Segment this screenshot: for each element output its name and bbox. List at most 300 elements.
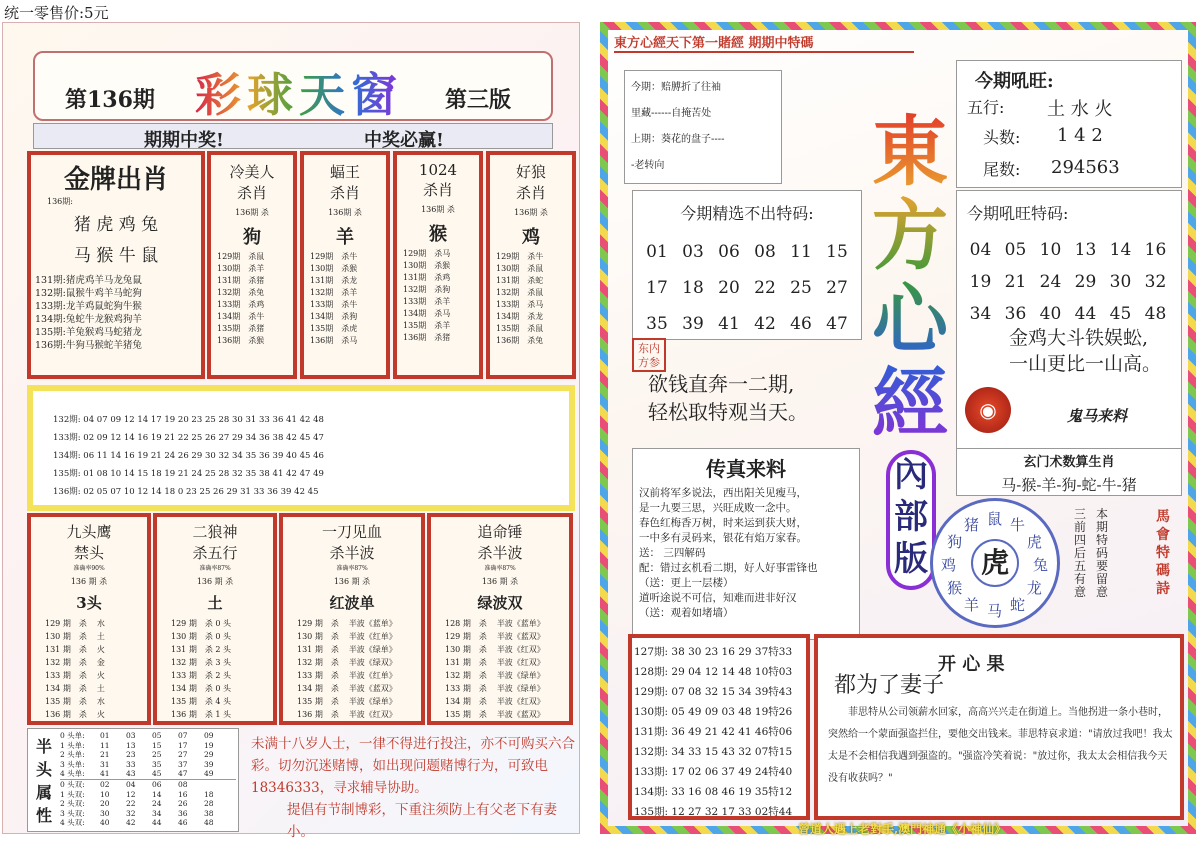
- kill-row-value: 杀猪: [434, 333, 451, 342]
- bottom-row-cell: 132 期: [445, 671, 471, 680]
- inner-edition: 內部版: [886, 450, 936, 590]
- issue-number: 第136期: [65, 87, 155, 113]
- history-row: 133期: 17 02 06 37 49 24特40: [634, 766, 793, 778]
- half-head-cell: 28: [204, 799, 214, 809]
- bottom-row-cell: 杀: [330, 632, 339, 641]
- bottom-box-row: [45, 617, 147, 630]
- bottom-row-cell: 136 期: [171, 710, 197, 719]
- kill-row-issue: 131期: [310, 276, 334, 285]
- half-head-row: [60, 741, 236, 751]
- kill-row-issue: 131期: [217, 276, 241, 285]
- half-head-cell: 47: [178, 769, 188, 779]
- bottom-box-row: [45, 630, 147, 643]
- number-cell: 18: [682, 278, 704, 298]
- kill-row-value: 杀鼠: [248, 252, 265, 261]
- side-text: [1068, 508, 1138, 608]
- bottom-row-cell: 杀: [330, 619, 339, 628]
- kill-row-issue: 136期: [403, 333, 427, 342]
- bottom-row-cell: 135 期: [297, 697, 323, 706]
- number-cell: 17: [646, 278, 668, 298]
- kill-box-row: [403, 320, 479, 332]
- riddle-row: 里藏------自掩苦处: [631, 108, 712, 119]
- half-head-cell: 4 头双:: [60, 818, 85, 828]
- number-cell: 27: [826, 278, 848, 298]
- number-cell: 19: [969, 272, 992, 292]
- kill-box-row: [310, 335, 386, 347]
- kill-box-value: 猴: [429, 224, 447, 245]
- kill-row-value: 杀马: [527, 300, 544, 309]
- poem-line-1: 金鸡大斗铁娱蚣,: [1009, 327, 1149, 349]
- kill-row-value: 杀羊: [341, 288, 358, 297]
- kill-row-value: 杀龙: [527, 312, 544, 321]
- half-head-cell: 0 头双:: [60, 779, 85, 789]
- zodiac-wheel: [930, 498, 1060, 628]
- header-box: [33, 51, 553, 121]
- guima-label: 鬼马来料: [1067, 407, 1128, 425]
- fax-row: （送：观着如堵墙）: [639, 607, 734, 619]
- fax-row: 汉前将军多说法，西出阳关见瘦马，: [639, 487, 807, 499]
- bottom-box-row: [297, 656, 421, 669]
- accuracy-label: 准确率87%: [336, 565, 368, 572]
- bottom-row-cell: 杀: [478, 658, 487, 667]
- bottom-row-cell: 杀: [478, 619, 487, 628]
- zodiac-ring-char: 羊: [964, 595, 980, 614]
- gold-history-row: 134期:兔蛇牛龙猴鸡狗羊: [35, 314, 142, 325]
- bottom-row-cell: 134 期: [45, 684, 71, 693]
- kill-row-issue: 129期: [496, 252, 520, 261]
- zodiac-ring-char: 鸡: [941, 556, 957, 574]
- number-cell: 14: [1109, 240, 1132, 260]
- kill-row-issue: 136期: [217, 336, 241, 345]
- half-head-cell: 05: [152, 731, 162, 740]
- riddle-row: 上期：葵花的盘子----: [631, 134, 725, 145]
- bottom-box-title: 二狼神: [192, 523, 238, 541]
- history-row: 132期: 34 33 15 43 32 07特15: [634, 746, 793, 758]
- price-label: 统一零售价:5元: [4, 4, 109, 22]
- kill-box-row: [217, 263, 293, 275]
- joke-art: 都为了妻子: [834, 673, 945, 698]
- numbers-row: 136期: 02 05 07 10 12 14 18 0 23 25 26 29 31 33 36 39 42 45: [53, 487, 319, 497]
- number-cell: 44: [1074, 304, 1097, 324]
- kill-row-issue: 133期: [217, 300, 241, 309]
- history-box: [628, 634, 810, 820]
- half-head-cell: 42: [126, 818, 136, 828]
- kill-box-row: [217, 275, 293, 287]
- kill-box-row: [403, 284, 479, 296]
- bottom-row-cell: 杀 1 头: [204, 710, 231, 719]
- kill-row-value: 杀马: [341, 336, 358, 345]
- half-head-row: [60, 799, 236, 809]
- left-page: [2, 22, 580, 840]
- bottom-row-cell: 金: [96, 658, 105, 667]
- hot-numbers: [957, 224, 1181, 340]
- half-head-cell: 07: [178, 731, 188, 740]
- bottom-box-issue: 136 期 杀: [196, 577, 234, 586]
- bottom-row-cell: 133 期: [171, 671, 197, 680]
- bottom-row-cell: 130 期: [171, 632, 197, 641]
- kill-row-value: 杀鸡: [248, 300, 265, 309]
- half-head-cell: 16: [178, 789, 188, 799]
- bottom-box-subtitle: 杀半波: [477, 544, 523, 562]
- half-head-cell: 44: [152, 818, 162, 828]
- kill-box-row: [403, 308, 479, 320]
- kill-box: [393, 151, 483, 379]
- kill-row-value: 杀猴: [248, 336, 265, 345]
- half-head-cell: 03: [126, 731, 136, 740]
- bottom-row-cell: 半波《绿双》: [348, 658, 397, 667]
- zodiac-ring-char: 龙: [1026, 579, 1042, 597]
- kill-box-subtitle: 杀肖: [422, 181, 453, 199]
- bottom-row-cell: 半波《红双》: [348, 710, 397, 719]
- accuracy-label: 准确率87%: [199, 565, 231, 572]
- wuxing-value: 土 水 火: [1047, 99, 1113, 120]
- zodiac-ring-char: 鼠: [987, 510, 1003, 528]
- kill-row-issue: 132期: [403, 285, 427, 294]
- kill-row-value: 杀猴: [341, 264, 358, 273]
- kill-row-value: 杀牛: [248, 312, 265, 321]
- gold-history-row: 131期:猪虎鸡羊马龙兔鼠: [35, 275, 142, 286]
- kill-box-row: [217, 299, 293, 311]
- bottom-row-cell: 134 期: [445, 697, 471, 706]
- bottom-box-row: [45, 656, 147, 669]
- history-row: 134期: 33 16 08 46 19 35特12: [634, 786, 793, 798]
- kill-row-value: 杀龙: [341, 276, 358, 285]
- bottom-row-cell: 136 期: [297, 710, 323, 719]
- bottom-box-issue: 136 期 杀: [70, 577, 108, 586]
- kill-row-value: 杀鸡: [434, 273, 451, 282]
- half-head-cell: 26: [178, 799, 188, 809]
- bottom-row-cell: 杀: [478, 671, 487, 680]
- half-head-cell: 39: [204, 759, 214, 769]
- half-head-title: [32, 735, 56, 827]
- kill-row-issue: 135期: [496, 324, 520, 333]
- half-head-cell: 18: [204, 789, 214, 799]
- fax-box: [632, 448, 860, 640]
- half-head-cell: 45: [152, 769, 162, 779]
- bottom-box-row: [171, 656, 273, 669]
- bottom-row-cell: 半波《绿单》: [348, 645, 397, 654]
- kill-row-issue: 134期: [496, 312, 520, 321]
- history-row: 127期: 38 30 23 16 29 37特33: [634, 646, 793, 658]
- riddle-box: [624, 70, 782, 184]
- bottom-box-value: 绿波双: [477, 594, 523, 612]
- half-head-cell: 36: [178, 808, 188, 818]
- bottom-box-list: [157, 617, 273, 721]
- poem: [1009, 325, 1161, 377]
- bottom-row-cell: 半波《红双》: [496, 697, 545, 706]
- zodiac-center: 虎: [971, 539, 1019, 587]
- tou-value: 1 4 2: [1057, 125, 1103, 146]
- zodiac-ring-char: 马: [987, 602, 1003, 620]
- bottom-row-cell: 135 期: [445, 710, 471, 719]
- stamp-icon: 东内方参: [632, 338, 666, 372]
- bottom-row-cell: 火: [96, 671, 105, 680]
- logo-title: 彩球天窗: [195, 59, 403, 125]
- bottom-row-cell: 131 期: [445, 658, 471, 667]
- gold-line-1: 猪 虎 鸡 兔: [73, 215, 159, 235]
- half-head-cell: 14: [152, 789, 162, 799]
- bottom-row-cell: 杀: [78, 710, 87, 719]
- number-cell: 29: [1074, 272, 1097, 292]
- number-cell: 25: [790, 278, 812, 298]
- gold-history-row: 136期:牛狗马猴蛇羊猪兔: [35, 340, 142, 351]
- xuanmen-box: [956, 448, 1182, 496]
- kill-box-subtitle: 杀肖: [236, 184, 267, 202]
- bottom-box: [153, 513, 277, 725]
- accuracy-label: 准确率90%: [73, 565, 105, 572]
- kill-box-subtitle: 杀肖: [329, 184, 360, 202]
- kill-box-issue: 136期 杀: [421, 205, 455, 214]
- kill-box-row: [496, 263, 572, 275]
- qian-line-2: 轻松取特观当天。: [648, 400, 808, 424]
- bottom-box-row: [297, 695, 421, 708]
- bottom-box-title: 追命锤: [477, 523, 523, 541]
- notice-para-2: 提倡有节制博彩，下重注须防上有父老下有妻小。: [287, 802, 557, 840]
- bottom-row-cell: 杀: [78, 697, 87, 706]
- bottom-box-row: [171, 643, 273, 656]
- xuanmen-title: 玄门术数算生肖: [1023, 455, 1115, 470]
- bottom-box-row: [171, 630, 273, 643]
- kill-row-issue: 134期: [403, 309, 427, 318]
- kill-box: [207, 151, 297, 379]
- half-head-cell: 48: [204, 818, 214, 828]
- half-head-title-char: 半: [35, 737, 52, 756]
- kill-box-row: [310, 251, 386, 263]
- kill-box-title: 好狼: [515, 163, 546, 181]
- number-cell: 30: [1109, 272, 1132, 292]
- kill-box-row: [403, 332, 479, 344]
- half-head-cell: 41: [100, 769, 110, 779]
- half-head-cell: 1 头双:: [60, 789, 85, 799]
- number-cell: 48: [1144, 304, 1167, 324]
- bottom-row-cell: 杀: [330, 645, 339, 654]
- bottom-box-row: [171, 669, 273, 682]
- bottom-row-cell: 半波《红单》: [348, 632, 397, 641]
- exclude-numbers: [633, 224, 861, 352]
- fax-row: 道听途说不可信，知难而进非好汉: [639, 592, 797, 604]
- bottom-row-cell: 半波《绿单》: [496, 684, 545, 693]
- bottom-row-cell: 129 期: [45, 619, 71, 628]
- bottom-box-row: [45, 682, 147, 695]
- gold-issue: 136期:: [47, 197, 73, 206]
- bottom-box-row: [297, 643, 421, 656]
- kill-box: [486, 151, 576, 379]
- bottom-box-row: [171, 682, 273, 695]
- kill-row-value: 杀鼠: [527, 288, 544, 297]
- kill-row-issue: 135期: [310, 324, 334, 333]
- dongfang-title: 東方心經: [872, 107, 948, 448]
- kill-row-value: 杀牛: [341, 252, 358, 261]
- kill-box-issue: 136期 杀: [235, 208, 269, 217]
- hot-box: [956, 190, 1182, 460]
- kill-row-value: 杀羊: [434, 321, 451, 330]
- bottom-row-cell: 半波《红单》: [348, 671, 397, 680]
- kill-box-list: [397, 248, 479, 344]
- half-head-cell: 4 头单:: [60, 769, 85, 779]
- half-head-row: [60, 731, 236, 741]
- bottom-box-row: [171, 695, 273, 708]
- bottom-row-cell: 杀: [478, 632, 487, 641]
- number-cell: 47: [826, 314, 848, 334]
- bottom-row-cell: 130 期: [445, 645, 471, 654]
- half-head-cell: 30: [100, 808, 110, 818]
- zodiac-ring-char: 猪: [964, 516, 980, 535]
- kill-box-title: 冷美人: [229, 163, 275, 181]
- bottom-box-row: [297, 617, 421, 630]
- bottom-row-cell: 半波《蓝单》: [348, 619, 397, 628]
- gold-history-row: 133期:龙羊鸡鼠蛇狗牛猴: [35, 301, 142, 312]
- bottom-box: [279, 513, 425, 725]
- riddle-row: 今期：赔膊折了往袖: [631, 82, 721, 93]
- number-cell: 13: [1074, 240, 1097, 260]
- bottom-row-cell: 杀: [478, 684, 487, 693]
- bottom-box-row: [445, 643, 569, 656]
- number-cell: 32: [1144, 272, 1167, 292]
- kill-box-list: [490, 251, 572, 347]
- kill-row-issue: 134期: [217, 312, 241, 321]
- gold-history-row: 135期:羊兔猴鸡马蛇猪龙: [35, 327, 142, 338]
- bottom-box-row: [171, 617, 273, 630]
- bottom-row-cell: 杀 2 头: [204, 671, 231, 680]
- bottom-row-cell: 半波《蓝双》: [496, 632, 545, 641]
- half-head-table: [60, 731, 236, 828]
- half-head-cell: 46: [178, 818, 188, 828]
- kill-box-value: 狗: [243, 227, 261, 248]
- bottom-box-subtitle: 杀半波: [329, 544, 375, 562]
- bottom-row-cell: 火: [96, 710, 105, 719]
- fax-row: （送：更上一层楼）: [639, 577, 734, 589]
- kill-row-issue: 129期: [217, 252, 241, 261]
- notice-para-1: 未满十八岁人士，一律不得进行投注，亦不可购买六合彩。切勿沉迷赌博，如出现问题赌博行为，可致电18346333，寻求辅导协助。: [251, 736, 575, 796]
- kill-box-row: [496, 311, 572, 323]
- bottom-box-row: [445, 630, 569, 643]
- bottom-box-row: [297, 630, 421, 643]
- wuxing-label: 五行:: [967, 98, 1005, 117]
- half-head-cell: 22: [126, 799, 136, 809]
- kill-box-row: [310, 299, 386, 311]
- kill-row-value: 杀马: [434, 249, 451, 258]
- bottom-row-cell: 杀: [330, 658, 339, 667]
- kill-row-value: 杀狗: [341, 312, 358, 321]
- kill-box-row: [496, 287, 572, 299]
- bottom-box-value: 土: [207, 594, 223, 612]
- kill-box-row: [403, 272, 479, 284]
- zodiac-ring-char: 牛: [1010, 516, 1026, 535]
- bottom-row-cell: 133 期: [45, 671, 71, 680]
- zodiac-ring-char: 狗: [947, 533, 963, 551]
- number-cell: 22: [754, 278, 776, 298]
- bottom-box-row: [445, 669, 569, 682]
- bottom-row-cell: 132 期: [45, 658, 71, 667]
- half-head-cell: 10: [100, 789, 110, 799]
- joke-box: [814, 634, 1184, 820]
- kill-row-value: 杀狗: [434, 285, 451, 294]
- bottom-row-cell: 半波《绿单》: [496, 671, 545, 680]
- half-head-cell: 37: [178, 759, 188, 769]
- bottom-row-cell: 杀: [330, 684, 339, 693]
- bottom-row-cell: 129 期: [445, 632, 471, 641]
- bottom-box-row: [445, 617, 569, 630]
- xuanmen-value: 马-猴-羊-狗-蛇-牛-猪: [1001, 476, 1137, 494]
- half-head-cell: 40: [100, 818, 110, 828]
- half-head-cell: 43: [126, 769, 136, 779]
- bottom-row-cell: 杀: [78, 619, 87, 628]
- half-head-cell: 29: [204, 750, 214, 760]
- number-cell: 15: [826, 242, 848, 262]
- bottom-row-cell: 土: [96, 632, 105, 641]
- half-head-cell: 13: [126, 740, 136, 750]
- kill-box-row: [217, 311, 293, 323]
- half-head-row: [60, 760, 236, 770]
- bottom-box-value: 3头: [76, 594, 102, 612]
- fax-row: 配：错过玄机看二期，好人好事雷锋也: [639, 562, 818, 574]
- bottom-box-row: [45, 695, 147, 708]
- bottom-row-cell: 半波《红双》: [496, 645, 545, 654]
- kill-box-row: [310, 323, 386, 335]
- half-head-cell: 3 头单:: [60, 759, 85, 769]
- tou-label: 头数:: [983, 128, 1021, 147]
- half-head-cell: 17: [178, 740, 188, 750]
- half-head-cell: 0 头单:: [60, 731, 85, 740]
- half-head-cell: 11: [100, 740, 110, 750]
- number-cell: 20: [718, 278, 740, 298]
- kill-box-row: [496, 335, 572, 347]
- slogan-1: 期期中奖!: [144, 130, 224, 151]
- bottom-row-cell: 135 期: [45, 697, 71, 706]
- kill-row-value: 杀羊: [248, 264, 265, 273]
- half-head-cell: 23: [126, 750, 136, 760]
- number-cell: 36: [1004, 304, 1027, 324]
- history-row: 131期: 36 49 21 42 41 46特06: [634, 726, 793, 738]
- exclude-box: [632, 190, 862, 340]
- fax-row: 春色红梅香万树，时来运到获大财，: [639, 517, 807, 529]
- kill-row-issue: 132期: [217, 288, 241, 297]
- bottom-row-cell: 132 期: [171, 658, 197, 667]
- bottom-box-row: [171, 708, 273, 721]
- half-head-row: [60, 779, 236, 790]
- kill-box-list: [304, 251, 386, 347]
- bottom-row-cell: 杀: [78, 684, 87, 693]
- bottom-box-row: [45, 669, 147, 682]
- bottom-row-cell: 130 期: [297, 632, 323, 641]
- gold-title: 金牌出肖: [63, 165, 168, 195]
- slogan-bar: [33, 123, 553, 149]
- number-cell: 11: [790, 242, 812, 262]
- kill-row-value: 杀马: [434, 309, 451, 318]
- bottom-box-subtitle: 杀五行: [192, 544, 238, 562]
- half-head-cell: 15: [152, 740, 162, 750]
- bottom-box-issue: 136 期 杀: [481, 577, 519, 586]
- bottom-box-list: [431, 617, 569, 721]
- kill-box-title: 1024: [418, 161, 458, 179]
- kill-row-value: 杀猪: [248, 276, 265, 285]
- qian-line-1: 欲钱直奔一二期,: [648, 372, 795, 396]
- bottom-row-cell: 杀 3 头: [204, 658, 231, 667]
- half-head-cell: 01: [100, 731, 110, 740]
- bottom-box-row: [297, 708, 421, 721]
- fax-row: 一中多有灵码来，银花有焰万家春。: [639, 532, 807, 544]
- kill-box-row: [496, 299, 572, 311]
- bottom-row-cell: 129 期: [171, 619, 197, 628]
- kill-row-value: 杀猪: [248, 324, 265, 333]
- bottom-box-list: [31, 617, 147, 721]
- numbers-row: 132期: 04 07 09 12 14 17 19 20 23 25 28 30 31 33 36 41 42 48: [53, 415, 324, 425]
- number-cell: 24: [1039, 272, 1062, 292]
- kill-box-row: [496, 323, 572, 335]
- bottom-row-cell: 火: [96, 645, 105, 654]
- kill-row-issue: 130期: [310, 264, 334, 273]
- kill-row-issue: 135期: [217, 324, 241, 333]
